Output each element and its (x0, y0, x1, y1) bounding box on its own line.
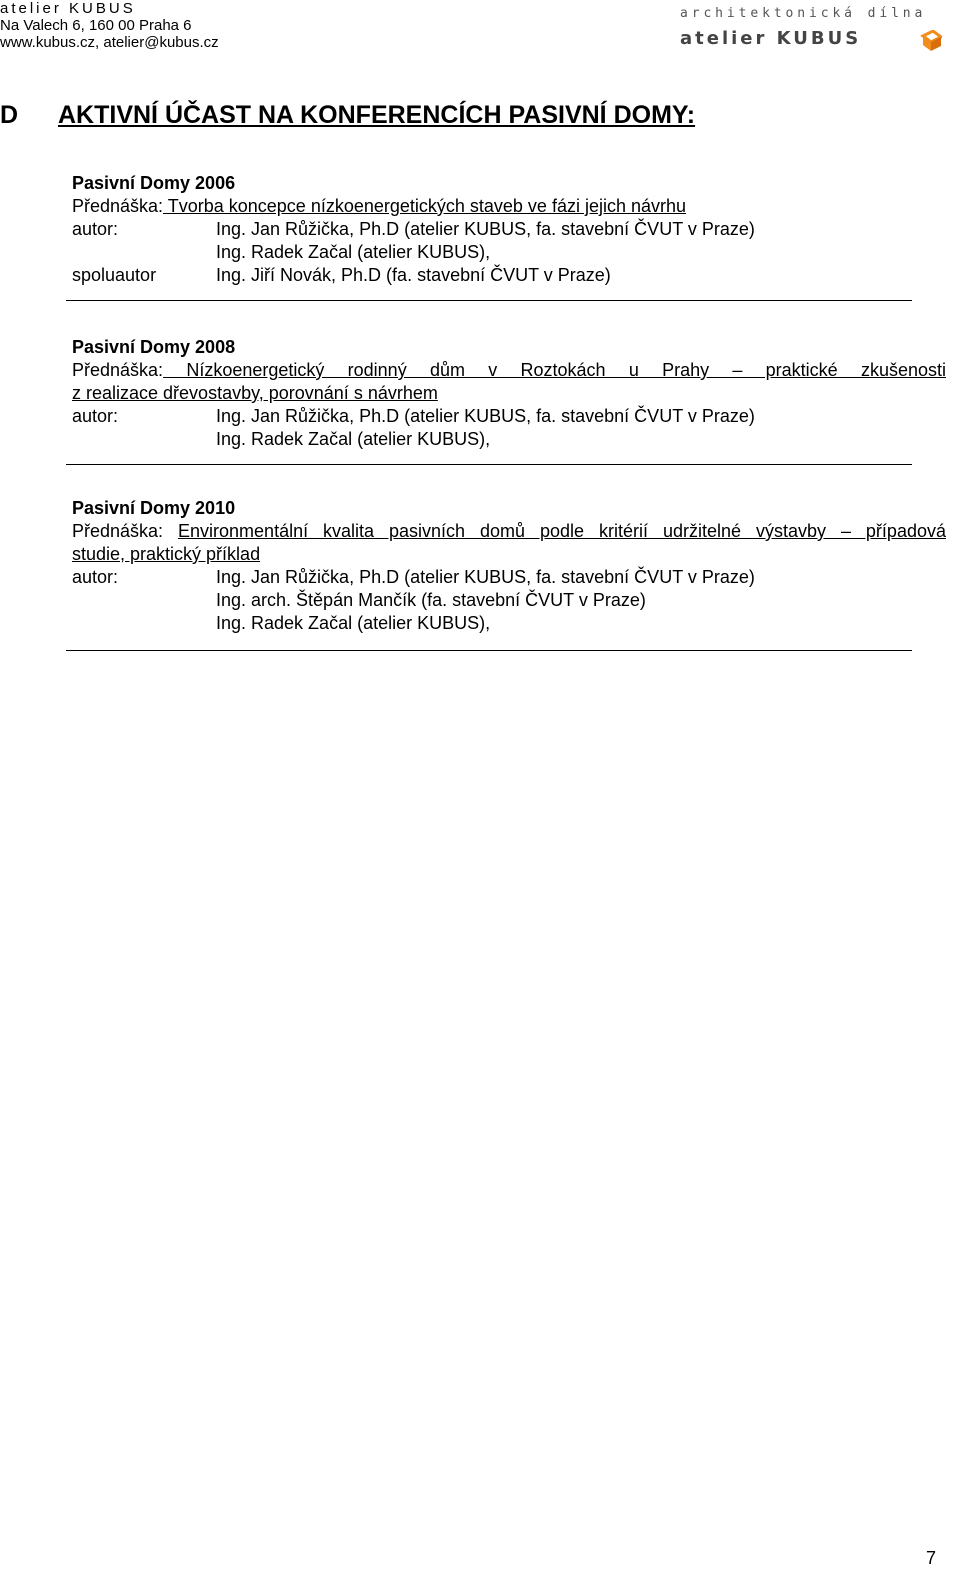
section-title: AKTIVNÍ ÚČAST NA KONFERENCÍCH PASIVNÍ DOMY: (58, 101, 696, 129)
conference-title: Pasivní Domy 2010 (72, 498, 236, 518)
lecture-label: Přednáška: (72, 521, 179, 541)
author-row (72, 566, 946, 589)
studio-contact: www.kubus.cz, atelier@kubus.cz (0, 34, 219, 51)
studio-address: Na Valech 6, 160 00 Praha 6 (0, 17, 192, 34)
lecture-line-continued (72, 543, 946, 566)
lecture-line (72, 195, 946, 218)
lecture-topic: Environmentální kvalita pasivních domů podle kritérií udržitelné výstavby – případová (178, 521, 946, 541)
lecture-line (72, 359, 946, 382)
author-label: autor: (72, 567, 119, 587)
page-number: 7 (926, 1548, 937, 1568)
conference-title: Pasivní Domy 2008 (72, 337, 236, 357)
logo-tagline: architektonická dílna (680, 6, 927, 21)
author-row (72, 589, 946, 612)
author-label (72, 241, 216, 264)
lecture-line-continued (72, 382, 946, 405)
cube-icon (920, 30, 942, 52)
author-row (72, 428, 946, 451)
section-letter: D (0, 101, 19, 129)
coauthor-name: Ing. Jiří Novák, Ph.D (fa. stavební ČVUT v Praze) (216, 265, 611, 285)
author-row (72, 405, 946, 428)
lecture-label: Přednáška: (72, 360, 164, 380)
document-header (0, 0, 219, 51)
lecture-topic: Tvorba koncepce nízkoenergetických staveb ve fázi jejich návrhu (163, 196, 687, 216)
author-name: Ing. Jan Růžička, Ph.D (atelier KUBUS, fa. stavební ČVUT v Praze) (216, 567, 755, 587)
lecture-label: Přednáška: (72, 196, 164, 216)
author-name: Ing. Radek Začal (atelier KUBUS), (216, 242, 491, 262)
author-label (72, 589, 216, 612)
conference-entry-2008 (72, 336, 946, 451)
author-label: autor: (72, 219, 119, 239)
divider (66, 464, 912, 465)
conference-entry-2006 (72, 172, 946, 287)
lecture-line (72, 520, 946, 543)
author-name: Ing. arch. Štěpán Mančík (fa. stavební ČVUT v Praze) (216, 590, 646, 610)
lecture-topic-continued: studie, praktický příklad (72, 544, 261, 564)
divider (66, 650, 912, 651)
author-name: Ing. Jan Růžička, Ph.D (atelier KUBUS, fa. stavební ČVUT v Praze) (216, 219, 755, 239)
author-label (72, 428, 216, 451)
coauthor-label: spoluautor (72, 265, 157, 285)
coauthor-row (72, 264, 946, 287)
author-name: Ing. Jan Růžička, Ph.D (atelier KUBUS, fa. stavební ČVUT v Praze) (216, 406, 755, 426)
author-label: autor: (72, 406, 119, 426)
logo-name: atelier KUBUS (680, 28, 862, 49)
lecture-topic: Nízkoenergetický rodinný dům v Roztokách u Prahy – praktické zkušenosti (163, 360, 946, 380)
company-logo (680, 6, 942, 54)
lecture-topic-continued: z realizace dřevostavby, porovnání s návrhem (72, 383, 438, 403)
author-row (72, 612, 946, 635)
author-row (72, 241, 946, 264)
conference-entry-2010 (72, 497, 946, 635)
conference-title: Pasivní Domy 2006 (72, 173, 236, 193)
author-label (72, 612, 216, 635)
divider (66, 300, 912, 301)
studio-name: atelier KUBUS (0, 0, 136, 17)
author-row (72, 218, 946, 241)
author-name: Ing. Radek Začal (atelier KUBUS), (216, 429, 491, 449)
author-name: Ing. Radek Začal (atelier KUBUS), (216, 613, 491, 633)
